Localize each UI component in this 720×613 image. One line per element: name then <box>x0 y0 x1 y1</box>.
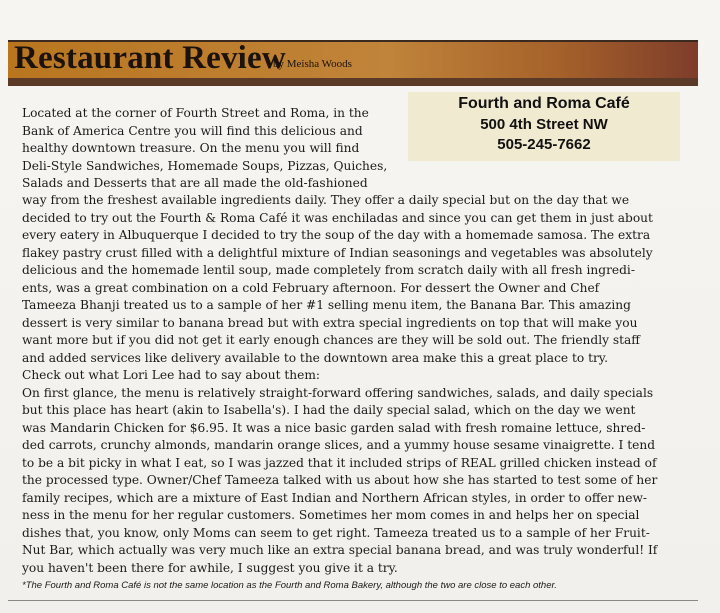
text-line: you haven't been there for awhile, I suggest you give it a try. <box>22 560 398 575</box>
text-line: want more but if you did not get it early enough chances are they will be sold out. The friendly staff <box>22 333 640 347</box>
text-line: to be a bit picky in what I eat, so I was jazzed that it included strips of REAL grilled chicken instead of <box>22 455 657 470</box>
byline: by Meisha Woods <box>273 58 352 70</box>
restaurant-phone: 505-245-7662 <box>497 136 591 153</box>
text-line: and added services like delivery available to the downtown area make this a great place to try. <box>22 350 608 365</box>
text-line: dessert is very similar to banana bread but with extra special ingredients on top that will make you <box>22 315 638 330</box>
header-rule <box>8 78 698 86</box>
text-line: family recipes, which are a mixture of East Indian and Northern African styles, in order to offer new- <box>22 490 648 505</box>
text-line: Located at the corner of Fourth Street and Roma, in the <box>22 106 369 120</box>
review-paragraph-1-intro <box>22 105 402 193</box>
page-title: Restaurant Review <box>14 40 286 76</box>
text-line: On first glance, the menu is relatively straight-forward offering sandwiches, salads, and daily specials <box>22 385 654 400</box>
text-line: Bank of America Centre you will find this delicious and <box>22 123 363 138</box>
text-line: ness in the menu for her regular customers. Sometimes her mom comes in and helps her on special <box>22 508 640 522</box>
review-paragraph-1-body <box>22 192 702 367</box>
footer-rule <box>8 600 698 601</box>
text-line: decided to try out the Fourth & Roma Café it was enchiladas and since you can get them in just about <box>22 210 653 225</box>
text-line: ents, was a great combination on a cold February afternoon. For dessert the Owner and Chef <box>22 280 600 295</box>
restaurant-name: Fourth and Roma Café <box>458 95 630 112</box>
text-line: the processed type. Owner/Chef Tameeza talked with us about how she has started to test some of her <box>22 473 658 487</box>
text-line: but this place has heart (akin to Isabella's). I had the daily special salad, which on the day we went <box>22 403 636 417</box>
text-line: flakey pastry crust filled with a delightful mixture of Indian seasonings and vegetables was absolutely <box>22 245 653 260</box>
text-line: way from the freshest available ingredients daily. They offer a daily special but on the day that we <box>22 193 630 207</box>
restaurant-info-box <box>408 92 680 161</box>
text-line: Salads and Desserts that are all made the old-fashioned <box>22 176 368 190</box>
text-line: delicious and the homemade lentil soup, made completely from scratch daily with all fresh ingredi- <box>22 263 635 277</box>
text-line: every eatery in Albuquerque I decided to try the soup of the day with a homemade samosa. The extra <box>22 228 651 242</box>
text-line: was Mandarin Chicken for $6.95. It was a nice basic garden salad with fresh romaine lettuce, shred- <box>22 420 646 435</box>
footnote: *The Fourth and Roma Café is not the same location as the Fourth and Roma Bakery, although the two are close to each other. <box>22 580 557 591</box>
review-paragraph-2 <box>22 367 702 577</box>
text-line: Tameeza Bhanji treated us to a sample of her #1 selling menu item, the Banana Bar. This amazing <box>22 298 631 312</box>
text-line: dishes that, you know, only Moms can seem to get right. Tameeza treated us to a sample of her Fruit- <box>22 525 650 540</box>
restaurant-address: 500 4th Street NW <box>480 116 608 133</box>
text-line: Deli-Style Sandwiches, Homemade Soups, Pizzas, Quiches, <box>22 158 388 173</box>
text-line: ded carrots, crunchy almonds, mandarin orange slices, and a yummy house sesame vinaigrette. I tend <box>22 438 656 452</box>
text-line: Nut Bar, which actually was very much like an extra special banana bread, and was truly wonderful! If <box>22 543 658 557</box>
text-line: Check out what Lori Lee had to say about them: <box>22 368 320 382</box>
text-line: healthy downtown treasure. On the menu you will find <box>22 141 360 155</box>
